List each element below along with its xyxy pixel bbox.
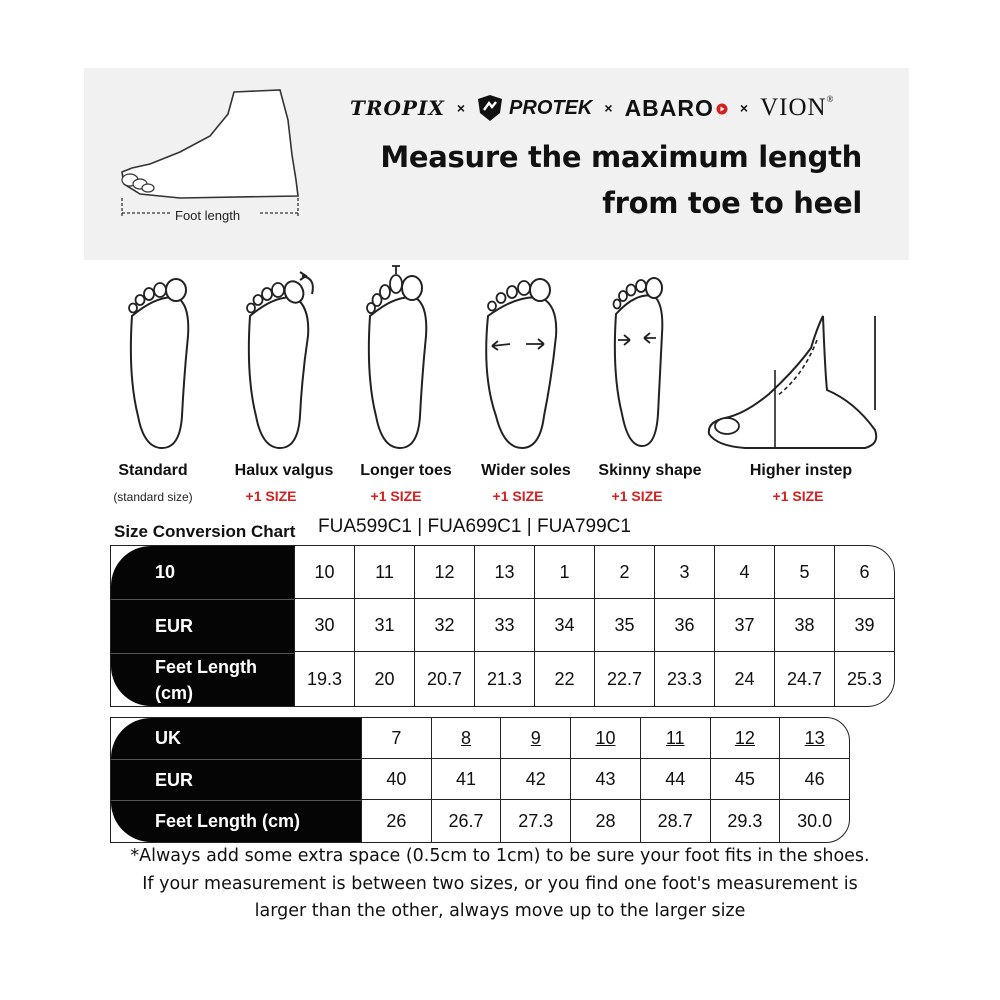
foot-wider-soles-icon — [478, 272, 568, 456]
foot-type-label-higher-instep: Higher instep — [749, 462, 853, 479]
table-cell: 10 — [570, 718, 640, 759]
brand-vion — [760, 94, 834, 122]
row-header: Feet Length (cm) — [155, 811, 301, 831]
foot-type-label-skinny-shape: Skinny shape — [598, 462, 702, 479]
table-header-column — [111, 718, 361, 842]
table-cell: 10 — [294, 546, 354, 599]
table-cell: 26.7 — [431, 800, 501, 842]
table-cell: 37 — [714, 599, 774, 652]
table-cell: 6 — [834, 546, 894, 599]
table-cell: 39 — [834, 599, 894, 652]
brand-row — [350, 86, 870, 130]
foot-type-note-longer-toes: +1 SIZE — [370, 488, 422, 504]
foot-longer-toes-icon — [356, 262, 446, 456]
table-cell: 34 — [534, 599, 594, 652]
headline-line-2: from toe to heel — [602, 186, 862, 220]
foot-skinny-shape-icon — [600, 268, 680, 456]
foot-higher-instep-icon — [705, 310, 885, 460]
table-cell: 33 — [474, 599, 534, 652]
table-cell: 28 — [570, 800, 640, 842]
table-header-column — [111, 546, 294, 706]
foot-halux-valgus-icon — [236, 268, 326, 456]
play-icon — [716, 103, 728, 115]
table-cell: 29.3 — [710, 800, 780, 842]
table-cell: 38 — [774, 599, 834, 652]
foot-type-label-halux-valgus: Halux valgus — [234, 462, 334, 479]
foot-type-note-halux-valgus: +1 SIZE — [245, 488, 297, 504]
foot-length-label: Foot length — [175, 208, 241, 223]
chart-model-codes: FUA599C1 | FUA699C1 | FUA799C1 — [318, 516, 631, 537]
table-cell: 30.0 — [779, 800, 849, 842]
foot-standard-icon — [118, 276, 198, 456]
headline-line-1: Measure the maximum length — [380, 140, 862, 174]
table-cell: 2 — [594, 546, 654, 599]
table-cell: 24.7 — [774, 652, 834, 706]
foot-type-label-longer-toes: Longer toes — [360, 462, 452, 479]
brand-tropix: TROPIX — [350, 96, 445, 120]
brand-protek-label: PROTEK — [509, 96, 593, 119]
table-cell: 13 — [779, 718, 849, 759]
table-cell: 7 — [361, 718, 431, 759]
table-cell: 46 — [779, 759, 849, 800]
brand-separator: × — [739, 100, 749, 116]
table-body — [361, 718, 849, 842]
table-cell: 4 — [714, 546, 774, 599]
table-cell: 41 — [431, 759, 501, 800]
table-cell: 9 — [500, 718, 570, 759]
table-cell: 11 — [354, 546, 414, 599]
brand-separator: × — [456, 100, 466, 116]
row-header: EUR — [155, 616, 194, 636]
table-cell: 24 — [714, 652, 774, 706]
table-cell: 35 — [594, 599, 654, 652]
chart-title: Size Conversion Chart — [114, 522, 296, 541]
table-cell: 32 — [414, 599, 474, 652]
table-cell: 44 — [640, 759, 710, 800]
table-cell: 21.3 — [474, 652, 534, 706]
table-cell: 36 — [654, 599, 714, 652]
footnote-line-1: *Always add some extra space (0.5cm to 1cm) to be sure your foot fits in the shoes. — [130, 846, 870, 866]
table-cell: 22 — [534, 652, 594, 706]
brand-abaro-label: ABARO — [624, 94, 714, 121]
table-cell: 26 — [361, 800, 431, 842]
table-cell: 5 — [774, 546, 834, 599]
protek-shield-icon — [477, 94, 503, 122]
footnote-line-3: larger than the other, always move up to the larger size — [254, 901, 746, 921]
table-cell: 28.7 — [640, 800, 710, 842]
foot-type-note-standard: (standard size) — [113, 490, 193, 504]
table-cell: 12 — [414, 546, 474, 599]
foot-type-label-standard: Standard — [118, 462, 188, 479]
table-cell: 31 — [354, 599, 414, 652]
table-cell: 11 — [640, 718, 710, 759]
table-cell: 40 — [361, 759, 431, 800]
brand-vion-label: VION — [760, 94, 827, 121]
footnote-line-2: If your measurement is between two sizes, or you find one foot's measurement is — [142, 874, 858, 894]
row-header: 10 — [155, 562, 176, 582]
table-cell: 3 — [654, 546, 714, 599]
foot-type-label-wider-soles: Wider soles — [481, 462, 571, 479]
table-cell: 27.3 — [500, 800, 570, 842]
table-cell: 1 — [534, 546, 594, 599]
brand-protek — [477, 94, 592, 122]
table-cell: 43 — [570, 759, 640, 800]
table-cell: 42 — [500, 759, 570, 800]
table-body — [294, 546, 894, 706]
table-cell: 22.7 — [594, 652, 654, 706]
table-cell: 30 — [294, 599, 354, 652]
table-cell: 25.3 — [834, 652, 894, 706]
table-cell: 20 — [354, 652, 414, 706]
table-cell: 19.3 — [294, 652, 354, 706]
foot-type-note-higher-instep: +1 SIZE — [772, 488, 824, 504]
table-cell: 13 — [474, 546, 534, 599]
foot-type-note-wider-soles: +1 SIZE — [492, 488, 544, 504]
registered-mark: ® — [826, 94, 835, 104]
brand-separator: × — [604, 100, 613, 116]
table-cell: 23.3 — [654, 652, 714, 706]
size-table-kids — [110, 545, 895, 707]
table-cell: 20.7 — [414, 652, 474, 706]
table-cell: 8 — [431, 718, 501, 759]
table-cell: 12 — [710, 718, 780, 759]
row-header: UK — [155, 728, 181, 748]
brand-abaro — [625, 95, 728, 122]
size-table-adult — [110, 717, 850, 843]
row-header: Feet Length (cm) — [155, 657, 257, 703]
foot-type-note-skinny-shape: +1 SIZE — [611, 488, 663, 504]
row-header: EUR — [155, 769, 194, 790]
table-cell: 45 — [710, 759, 780, 800]
